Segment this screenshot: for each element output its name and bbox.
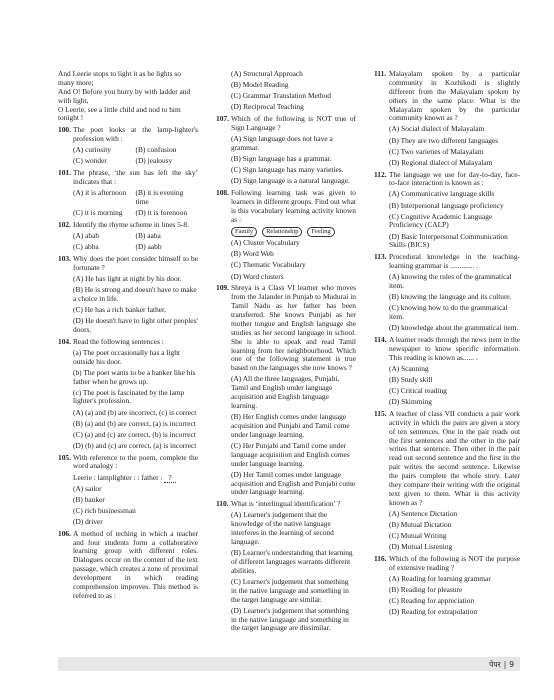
option: (B) knowing the language and its culture.	[389, 292, 512, 302]
statement: (c) The poet is fascinated by the lamp lighter's profession.	[73, 387, 185, 406]
option: (C) Reading for appreciation	[389, 595, 475, 605]
option: (A) Learner's judgement that the knowledge of the native language interferes in the learning of second language.	[231, 510, 334, 546]
option: (D) Sign language is a natural language.	[231, 176, 350, 186]
option: (D) He doesn't have to light other peoples' doors.	[73, 315, 198, 334]
option: (B) confusion	[135, 145, 177, 155]
analogy: Leerie : lamplighter : : father : ?	[73, 474, 198, 483]
option: (B) aaba	[135, 230, 161, 240]
blank: ?	[164, 473, 175, 483]
question-115: 115. A teacher of class VII conducts a pair work activity in which the pairs are given a story of ten sentences. One in the pair reads out the first sentences and the other in the pair writes that sentence. Then other in the pair read out second sentence and the first in the pair writes the second sentence. Likewise the pairs complete the whole story. Later they compare their writing with the original text given to them. What is this activity known as ?	[374, 408, 520, 507]
option: (C) Her Punjabi and Tamil come under language acquisition and English comes under language learning.	[231, 440, 350, 468]
option: (C) (a) and (c) are correct, (b) is incorrect	[73, 429, 196, 439]
poem-line: O Leerie, see a little child and nod to him tonight !	[58, 104, 181, 123]
column-1	[58, 70, 198, 601]
question-113: 113. Procedural knowledge in the teaching-learning grammar is ............. .	[374, 252, 520, 271]
question-101: 101. The phrase, ‘the sun has left the sky’ indicates that :	[58, 168, 198, 186]
question-108: 108. Following learning task was given to learners in different groups. Find out what is this vocabulary learning activity known as :	[216, 187, 356, 224]
option: (B) Her English comes under language acquisition and Punjabi and Tamil come under language learning.	[231, 412, 350, 439]
option: (C) Thematic Vocabulary	[231, 260, 306, 270]
option: (C) Sign language has many varieties.	[231, 165, 344, 174]
option: (D) Basic Interpersonal Communication Skills (BICS)	[389, 231, 508, 250]
option: (D) Regional dialect of Malayalam	[389, 157, 493, 167]
option: (B) (a) and (b) are correct, (a) is incorrect	[73, 418, 196, 428]
question-107: 107. Which of the following is NOT true of Sign Language ?	[216, 114, 356, 132]
option: (A) Social dialect of Malayalam	[389, 124, 485, 134]
column-3	[374, 70, 520, 617]
option: (B) Sign language has a grammar.	[231, 153, 332, 163]
word-ovals	[231, 227, 356, 237]
option: (D) jealousy	[135, 156, 173, 166]
oval-word: Family	[231, 227, 257, 237]
option: (A) it is afternoon	[73, 188, 127, 198]
option: (A) All the three languages, Punjabi, Tamil and English under language acquisition and English language learning.	[231, 374, 340, 410]
option: (D) (b) and (c) are correct, (a) is incorrect	[73, 440, 197, 450]
statement: (b) The poet wants to be a banker like his father when he grows up.	[73, 367, 196, 386]
option: (C) Two varieties of Malayalam	[389, 146, 484, 156]
option: (A) knowing the rules of the grammatical item.	[389, 272, 512, 291]
question-110: 110. What is ‘interlingual identification’ ?	[216, 499, 341, 509]
option: (C) it is morning	[73, 208, 123, 217]
option: (B) They are two different languages	[389, 135, 499, 145]
oval-word: Relationship	[262, 227, 302, 237]
option: (C) rich businessman	[73, 505, 136, 515]
option: (B) it is evening time	[135, 188, 184, 206]
option: (B) Word Web	[231, 249, 274, 259]
option: (C) He has a rich banker father.	[73, 304, 166, 314]
option: (A) (a) and (b) are incorrect, (c) is correct	[73, 407, 197, 417]
option: (B) banker	[73, 494, 105, 504]
question-114: 114. A learner reads through the news item in the newspaper to know specific information. This reading is known as...... .	[374, 335, 520, 362]
option: (A) Structural Approach	[231, 69, 303, 78]
question-100: 100. The poet looks at the lamp-lighter's profession with :	[58, 125, 198, 144]
statement: (a) The poet occasionally has a light outside his door.	[73, 347, 180, 366]
option: (D) Her Tamil comes under language acquisition and English and Punjabi come under language learning.	[231, 469, 356, 497]
question-104: 104. Read the following sentences :	[58, 336, 164, 346]
option: (D) Word clusters	[231, 271, 284, 281]
option: (B) Study skill	[389, 374, 433, 384]
poem-line: And Leerie stops to light it as he lights so many more;	[58, 69, 181, 87]
option: (C) Cognitive Academic Language Proficiency (CALP)	[389, 211, 493, 230]
option: (D) Learner's judgement that something in the native language and something in the target language are dissimilar.	[231, 605, 349, 633]
question-102: 102. Identify the rhyme scheme in lines 5-8.	[58, 219, 189, 229]
column-2	[216, 70, 356, 633]
option: (D) knowledge about the grammatical item.	[389, 323, 519, 333]
option: (A) abab	[73, 230, 100, 240]
page-footer	[58, 657, 520, 671]
question-111: 111. Malayalam spoken by a particular community in Kozhikodi is slightly different from the Malayalam spoken by others in the same place. What is the Malayalam spoken by the particular community known as ?	[374, 69, 520, 123]
option: (C) Critical reading	[389, 385, 447, 395]
oval-word: Feeling	[307, 227, 334, 237]
option: (D) it is forenoon	[135, 208, 188, 217]
option: (D) Skimming	[389, 397, 432, 406]
option: (D) Mutual Listening	[389, 541, 453, 551]
option: (A) Scanning	[389, 363, 429, 373]
option: (D) Reading for extrapolation	[389, 606, 478, 616]
option: (A) He has light at night by his door.	[73, 273, 182, 283]
question-105: 105. With reference to the poem, complete the word analogy :	[58, 452, 198, 471]
question-106: 106. A method of teching in which a teacher and four students form a collaborative learning group with different roles. Dialogues occur on the content of the text passage, which creates a zone of proximal development in which reading comprehension improves. This method is referred to as :	[58, 528, 198, 600]
option: (A) curiosity	[73, 145, 111, 155]
option: (C) abba	[73, 242, 99, 251]
option: (B) Interpersonal language proficiency	[389, 200, 504, 210]
question-109: 109. Shreya is a Class VI learner who moves from the Jalander in Punjab to Mudurai in Tamil Nadu as her father has been transferred. She knows Punjabi as her mother tongue and English language she studies as her second language in school. She is able to speak and read Tamil learning from her neighbourhood. Which one of the following statement is true based on the languages she now knows ?	[216, 283, 356, 373]
option: (A) Communicative language skills	[389, 189, 495, 199]
question-116: 116. Which of the following is NOT the purpose of extensive reading ?	[374, 553, 520, 572]
question-112: 112. The language we use for day-to-day, face-to-face interaction is known as :	[374, 169, 520, 188]
option: (D) aabb	[135, 242, 162, 251]
option: (B) Model Reading	[231, 80, 289, 90]
option: (D) Reciprocal Teaching	[231, 102, 304, 112]
option: (D) driver	[73, 516, 103, 526]
page-number: पेपर | 9	[489, 659, 514, 669]
option: (B) Mutual Dictation	[389, 519, 452, 529]
option: (B) He is strong and doesn't have to make a choice in life.	[73, 284, 197, 303]
option: (A) sailor	[73, 483, 102, 493]
option: (A) Sign language does not have a grammar.	[231, 134, 333, 152]
option: (C) Mutual Writing	[389, 530, 447, 540]
option: (C) knowing how to do the grammatical item.	[389, 303, 508, 322]
option: (A) Reading for learning grammar	[389, 573, 491, 583]
option: (A) Sentence Dictation	[389, 508, 458, 518]
poem-line: And O! Before you hurry by with ladder and with light,	[58, 86, 191, 105]
option: (C) Grammar Translation Method	[231, 91, 331, 101]
option: (B) Reading for pleasure	[389, 584, 463, 594]
option: (C) Learner's judgement that something in the native language and something in the target language are similar.	[231, 576, 349, 604]
option: (C) wonder	[73, 156, 107, 166]
option: (A) Cluster Vocabulary	[231, 238, 300, 248]
question-103: 103. Why does the poet consider himself to be fortunate ?	[58, 253, 198, 272]
exam-page	[58, 70, 520, 645]
option: (B) Learner's understanding that learning of different languages warrants different abilities.	[231, 548, 353, 575]
